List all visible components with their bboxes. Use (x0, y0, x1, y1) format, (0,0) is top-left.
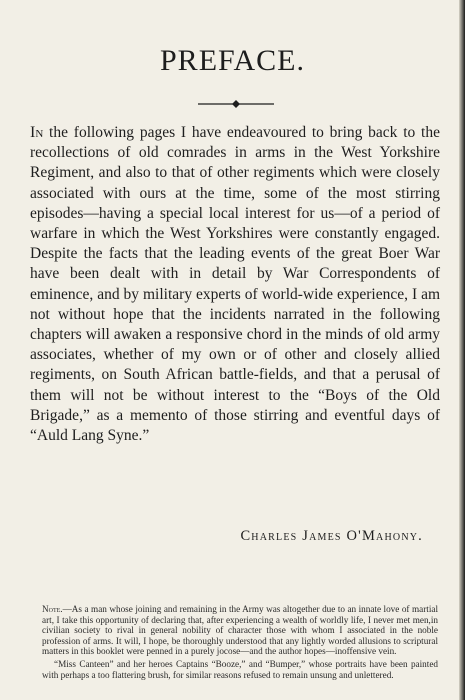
footnote-text: —As a man whose joining and remaining in the Army was altogether due to an innate love of martial art, I take this opportunity of declaring that, after experiencing a wealth of worldly life, I never met men,in civilian society to rival in general nobility of character those with whom I associated in the noble profession of arms. It will, I hope, be thoroughly understood that any lightly worded allusions to scriptural matters in this booklet were penned in a purely jocose—and the author hopes—inoffensive vein. (42, 604, 438, 657)
preface-body: the following pages I have endeavoured to bring back to the recollections of old comrades in arms in the West Yorkshire Regiment, and also to that of other regiments which were closely associated with ours at the time, some of the most stirring episodes—having a special local interest for us—of a period of warfare in which the West Yorkshires were constantly engaged. Despite the facts that the leading events of the great Boer War have been dealt with in detail by War Correspondents of eminence, and by military experts of world-wide experience, I am not without hope that the incidents narrated in the following chapters will awaken a responsive chord in the minds of old army associates, whether of my own or of other and closely allied regiments, on South African battle-fields, and that a perusal of them will not be without interest to the “Boys of the Old Brigade,” as a memento of those stirring and eventful days of “Auld Lang Syne.” (30, 124, 440, 445)
divider-ornament (196, 97, 276, 111)
page-title: PREFACE. (160, 44, 305, 77)
preface-paragraph (30, 123, 440, 446)
page-edge-shadow (459, 0, 465, 700)
author-signature: Charles James O'Mahony. (240, 528, 423, 544)
footnote (42, 604, 438, 657)
preface-lead-word: In (30, 124, 44, 141)
footnote-continued: “Miss Canteen” and her heroes Captains “Booze,” and “Bumper,” whose portraits have been painted with perhaps a too flattering brush, for similar reasons refused to remain unsung and unlettered. (42, 659, 438, 680)
footnote-label: Note. (42, 604, 63, 614)
